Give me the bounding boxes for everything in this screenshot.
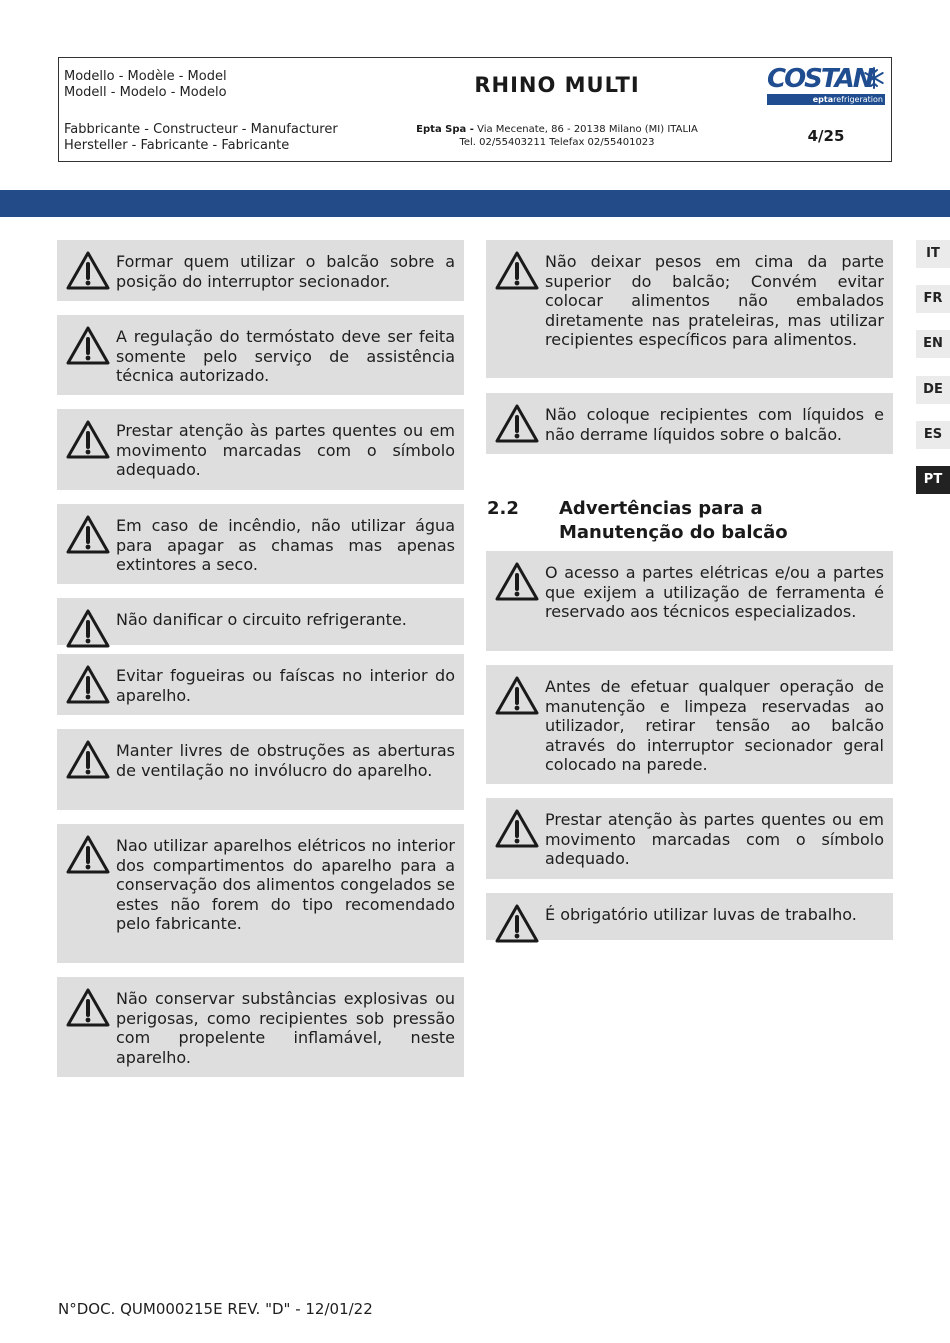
model-label-line-2: Modell - Modelo - Modelo xyxy=(64,85,227,100)
section-title: Advertências para a Manutenção do balcão xyxy=(559,498,788,543)
warning-box-left-7 xyxy=(57,729,464,810)
warning-triangle-icon xyxy=(495,562,539,602)
maintenance-warning-box-2 xyxy=(486,665,893,784)
warning-triangle-icon xyxy=(66,740,110,780)
model-title: RHINO MULTI xyxy=(474,73,640,97)
warning-text: Não danificar o circuito refrigerante. xyxy=(116,610,407,629)
manufacturer-address-cell xyxy=(353,112,761,161)
warning-triangle-icon xyxy=(66,988,110,1028)
snowflake-icon xyxy=(863,67,885,89)
manufacturer-label-cell xyxy=(59,112,353,161)
address-line-2: Tel. 02/55403211 Telefax 02/55401023 xyxy=(459,137,655,148)
warning-triangle-icon xyxy=(495,404,539,444)
warning-box-left-1 xyxy=(57,240,464,301)
warning-text: É obrigatório utilizar luvas de trabalho. xyxy=(545,905,857,924)
warning-triangle-icon xyxy=(66,515,110,555)
warning-triangle-icon xyxy=(495,251,539,291)
blue-band xyxy=(0,190,950,217)
warning-triangle-icon xyxy=(66,665,110,705)
warning-triangle-icon xyxy=(495,904,539,944)
document-footer: N°DOC. QUM000215E REV. "D" - 12/01/22 xyxy=(58,1300,373,1318)
warning-text: Prestar atenção às partes quentes ou em movimento marcadas com o símbolo adequado. xyxy=(545,810,884,868)
warning-box-right-2 xyxy=(486,393,893,454)
warning-text: Manter livres de obstruções as aberturas de ventilação no invólucro do aparelho. xyxy=(116,741,455,780)
address-line-1: Epta Spa - Via Mecenate, 86 - 20138 Milano (MI) ITALIA xyxy=(416,124,698,135)
warning-box-left-9 xyxy=(57,977,464,1077)
warning-text: Prestar atenção às partes quentes ou em movimento marcadas com o símbolo adequado. xyxy=(116,421,455,479)
warning-text: Nao utilizar aparelhos elétricos no interior dos compartimentos do aparelho para a conservação dos alimentos congelados se estes não forem do tipo recomendado pelo fabricante. xyxy=(116,836,455,933)
language-tab-es[interactable]: ES xyxy=(916,421,950,449)
language-tab-it[interactable]: IT xyxy=(916,240,950,268)
warning-box-right-1 xyxy=(486,240,893,378)
warning-text: A regulação do termóstato deve ser feita somente pelo serviço de assistência técnica autorizado. xyxy=(116,327,455,385)
page-number: 4/25 xyxy=(807,127,845,145)
model-title-cell xyxy=(353,58,761,112)
costan-logo xyxy=(767,65,885,105)
warning-text: Não coloque recipientes com líquidos e não derrame líquidos sobre o balcão. xyxy=(545,405,884,444)
warning-box-left-6 xyxy=(57,654,464,715)
manufacturer-label-line-1: Fabbricante - Constructeur - Manufacturer xyxy=(64,122,338,137)
manufacturer-label-line-2: Hersteller - Fabricante - Fabricante xyxy=(64,138,290,153)
warning-triangle-icon xyxy=(66,326,110,366)
language-tab-pt[interactable]: PT xyxy=(916,466,950,494)
warning-box-left-3 xyxy=(57,409,464,490)
warning-text: Antes de efetuar qualquer operação de manutenção e limpeza reservadas ao utilizador, retirar tensão ao balcão através do interruptor secionador geral colocado na parede. xyxy=(545,677,884,774)
warning-box-left-4 xyxy=(57,504,464,584)
warning-box-left-8 xyxy=(57,824,464,963)
language-tab-en[interactable]: EN xyxy=(916,330,950,358)
warning-triangle-icon xyxy=(66,609,110,649)
maintenance-warning-box-4 xyxy=(486,893,893,940)
language-tab-de[interactable]: DE xyxy=(916,376,950,404)
logo-cell xyxy=(761,58,891,112)
section-number: 2.2 xyxy=(487,498,519,519)
warning-box-left-2 xyxy=(57,315,464,395)
warning-triangle-icon xyxy=(66,420,110,460)
logo-word: COSTAN xyxy=(767,64,873,94)
maintenance-warning-box-3 xyxy=(486,798,893,879)
warning-text: Formar quem utilizar o balcão sobre a posição do interruptor secionador. xyxy=(116,252,455,291)
warning-text: O acesso a partes elétricas e/ou a partes que exijem a utilização de ferramenta é reservado aos técnicos especializados. xyxy=(545,563,884,621)
warning-text: Não deixar pesos em cima da parte superior do balcão; Convém evitar colocar alimentos não embalados diretamente nas prateleiras, mas utilizar recipientes específicos para alimentos. xyxy=(545,252,884,349)
model-label-line-1: Modello - Modèle - Model xyxy=(64,69,227,84)
maintenance-warning-box-1 xyxy=(486,551,893,651)
warning-text: Não conservar substâncias explosivas ou perigosas, como recipientes sob pressão com propelente inflamável, neste aparelho. xyxy=(116,989,455,1067)
warning-text: Em caso de incêndio, não utilizar água para apagar as chamas mas apenas extintores a seco. xyxy=(116,516,455,574)
language-tab-fr[interactable]: FR xyxy=(916,285,950,313)
warning-triangle-icon xyxy=(66,835,110,875)
page-number-cell xyxy=(761,112,891,161)
warning-triangle-icon xyxy=(495,809,539,849)
model-label-cell xyxy=(59,58,353,112)
warning-triangle-icon xyxy=(495,676,539,716)
logo-subtitle: eptarefrigeration xyxy=(812,95,883,104)
document-header xyxy=(58,57,892,162)
warning-triangle-icon xyxy=(66,251,110,291)
warning-box-left-5 xyxy=(57,598,464,645)
warning-text: Evitar fogueiras ou faíscas no interior do aparelho. xyxy=(116,666,455,705)
